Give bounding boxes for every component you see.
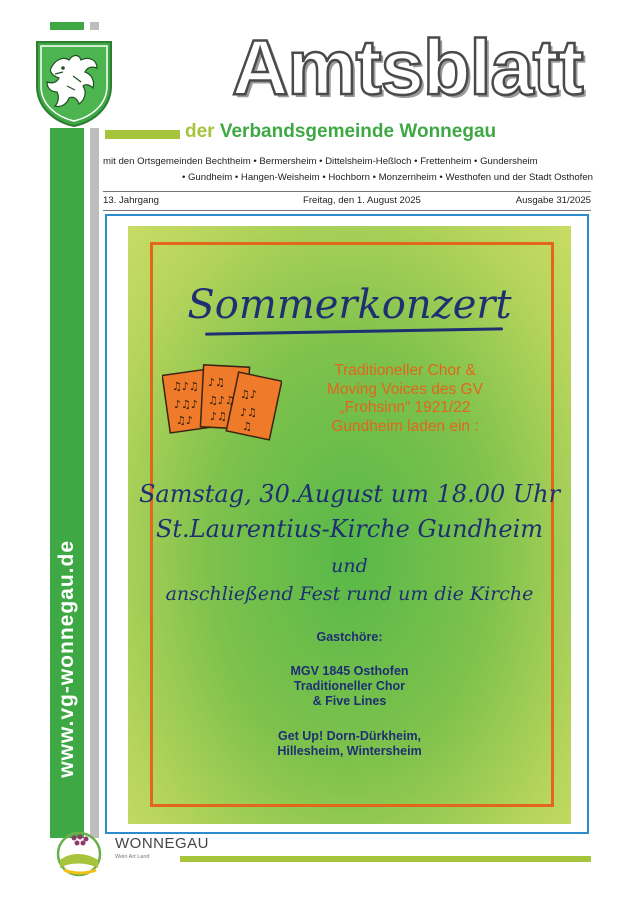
guests-heading: Gastchöre:	[316, 630, 383, 644]
issue-info-row	[103, 191, 591, 211]
municipalities-line-2: • Gundheim • Hangen-Weisheim • Hochborn • Monzernheim • Westhofen und der Stadt Osthofen	[181, 171, 593, 183]
guests-group-2	[128, 729, 571, 759]
poster-title: Sommerkonzert	[187, 282, 512, 328]
choir-line: Gundheim laden ein :	[331, 417, 479, 435]
concert-date: Samstag, 30.August um 18.00 Uhr	[138, 480, 561, 508]
masthead-title: Amtsblatt	[232, 23, 583, 111]
choir-line: Moving Voices des GV	[327, 380, 483, 398]
guest-line: Hillesheim, Wintersheim	[277, 744, 422, 758]
top-grey-bar	[90, 22, 99, 30]
crest-dragon-icon	[33, 38, 115, 128]
choir-invitation	[290, 362, 520, 436]
svg-text:♫: ♫	[242, 420, 252, 433]
guests-group-1	[128, 664, 571, 709]
subtitle-prefix: der	[185, 121, 215, 142]
masthead-subtitle	[185, 122, 496, 141]
choir-line: Traditioneller Chor &	[334, 362, 476, 379]
svg-text:♫♪♫: ♫♪♫	[172, 380, 199, 393]
svg-text:♪♫: ♪♫	[210, 410, 227, 423]
guest-line: & Five Lines	[312, 694, 387, 708]
choir-line: „Frohsinn“ 1921/22	[339, 399, 471, 417]
guest-line: Get Up! Dorn-Dürkheim,	[277, 729, 422, 743]
footer-tagline: Wein Art Land	[115, 854, 150, 860]
municipalities-list	[103, 154, 593, 186]
svg-text:♫♪♫: ♫♪♫	[208, 394, 235, 407]
poster-und: und	[331, 555, 368, 577]
issue-volume: 13. Jahrgang	[103, 195, 160, 206]
sheet-music-icon	[162, 358, 282, 444]
municipalities-line-1: mit den Ortsgemeinden Bechtheim • Bermersheim • Dittelsheim-Heßloch • Frettenheim • Gundersheim	[103, 156, 538, 167]
guest-line: MGV 1845 Osthofen	[290, 664, 409, 678]
sidebar-grey-stripe	[90, 128, 99, 838]
subtitle-main: Verbandsgemeinde Wonnegau	[219, 121, 497, 142]
issue-edition: Ausgabe 31/2025	[515, 195, 591, 206]
svg-text:♫♪: ♫♪	[176, 414, 193, 427]
svg-text:♪♫: ♪♫	[240, 406, 257, 419]
top-green-bar	[50, 22, 84, 30]
svg-text:♫♪: ♫♪	[240, 388, 257, 401]
footer-brand: WONNEGAU	[115, 835, 209, 852]
svg-text:♪♫: ♪♫	[208, 376, 225, 389]
guest-line: Traditioneller Chor	[293, 679, 406, 693]
wonnegau-logo-icon	[50, 828, 108, 878]
poster-fest: anschließend Fest rund um die Kirche	[165, 583, 534, 605]
subtitle-accent-bar	[105, 130, 180, 139]
sidebar-url	[50, 128, 84, 778]
concert-venue: St.Laurentius-Kirche Gundheim	[155, 515, 544, 543]
footer-accent-bar	[180, 856, 591, 862]
sidebar-url-text[interactable]: www.vg-wonnegau.de	[55, 540, 78, 778]
issue-date: Freitag, den 1. August 2025	[303, 195, 421, 206]
svg-text:♪♫♪: ♪♫♪	[174, 398, 198, 411]
